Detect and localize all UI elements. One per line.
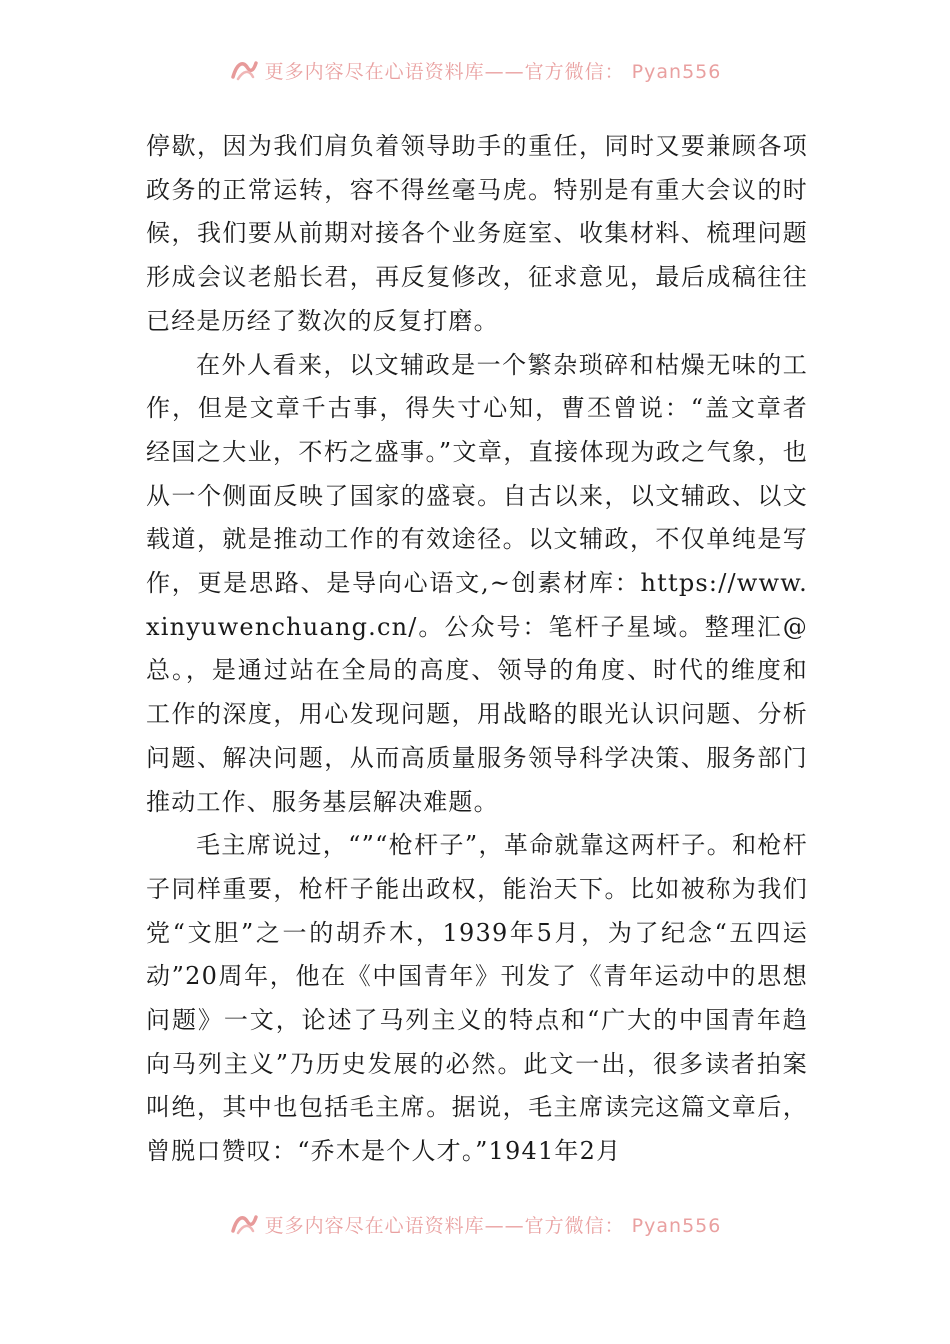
- watermark-text: 更多内容尽在心语资料库——官方微信： Pyan556: [264, 60, 722, 83]
- paragraph-1: 停歇，因为我们肩负着领导助手的重任，同时又要兼顾各项政务的正常运转，容不得丝毫马虎。特别是有重大会议的时候，我们要从前期对接各个业务庭室、收集材料、梳理问题形成会议老船长君，再反复修改，征求意见，最后成稿往往已经是历经了数次的反复打磨。: [146, 132, 808, 335]
- watermark-text: 更多内容尽在心语资料库——官方微信： Pyan556: [264, 1214, 722, 1237]
- document-body: [146, 125, 808, 1174]
- ribbon-logo-icon: [229, 57, 259, 83]
- ribbon-logo-icon: [229, 1211, 259, 1237]
- paragraph-2: 在外人看来，以文辅政是一个繁杂琐碎和枯燥无味的工作，但是文章千古事，得失寸心知，曹丕曾说：“盖文章者经国之大业，不朽之盛事。”文章，直接体现为政之气象，也从一个侧面反映了国家的盛衰。自古以来，以文辅政、以文载道，就是推动工作的有效途径。以文辅政，不仅单纯是写作，更是思路、是导向心语文,~创素材库：https://www.xinyuwenchuang.cn/。公众号：笔杆子星域。整理汇@总。，是通过站在全局的高度、领导的角度、时代的维度和工作的深度，用心发现问题，用战略的眼光认识问题、分析问题、解决问题，从而高质量服务领导科学决策、服务部门推动工作、服务基层解决难题。: [146, 350, 808, 816]
- header-watermark: [0, 50, 950, 90]
- paragraph-3: 毛主席说过，“”“枪杆子”，革命就靠这两杆子。和枪杆子同样重要，枪杆子能出政权，能治天下。比如被称为我们党“文胆”之一的胡乔木，1939年5月，为了纪念“五四运动”20周年，他在《中国青年》刊发了《青年运动中的思想问题》一文，论述了马列主义的特点和“广大的中国青年趋向马列主义”乃历史发展的必然。此文一出，很多读者拍案叫绝，其中也包括毛主席。据说，毛主席读完这篇文章后，曾脱口赞叹：“乔木是个人才。”1941年2月: [146, 831, 808, 1166]
- footer-watermark: [0, 1204, 950, 1244]
